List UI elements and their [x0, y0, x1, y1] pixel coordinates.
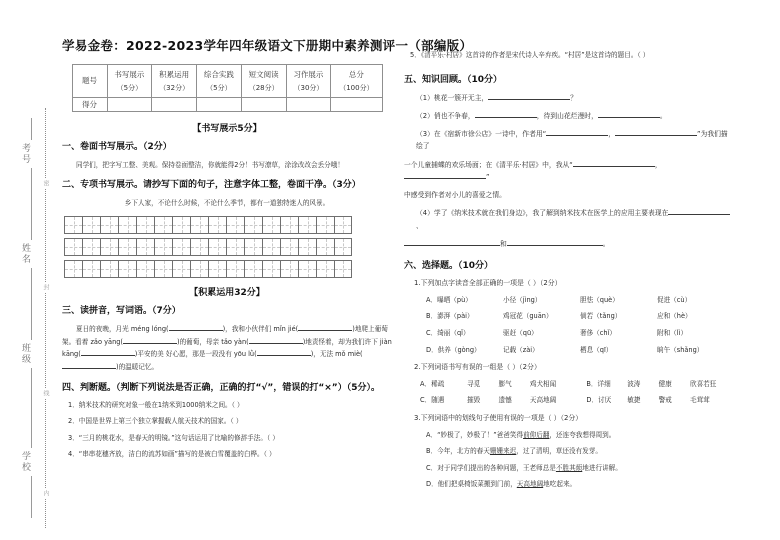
q5-text-6: （3）在《宿新市徐公店》一诗中，作者用“: [416, 130, 547, 139]
q5-answer-blank-9[interactable]: [404, 238, 500, 246]
question-4-item-1[interactable]: 1．纳米技术的研究对象一般在1纳米到1000纳米之间。（ ）: [68, 400, 244, 409]
writing-grid-cell[interactable]: [208, 238, 226, 256]
writing-grid-row: [64, 260, 392, 278]
option-item: 摧毁: [467, 396, 481, 405]
option-text-pre: C．对于同学们提出的各种问题，王老师总是: [426, 463, 556, 472]
option-text-post: 地进行讲解。: [582, 463, 622, 472]
q6-2-options-row-2[interactable]: [404, 395, 734, 406]
q5-answer-blank-2[interactable]: [475, 110, 537, 118]
score-col-jilei: [152, 65, 197, 98]
option-underlined-idiom: 天高地阔: [516, 480, 544, 489]
writing-grid-cell[interactable]: [244, 216, 262, 234]
writing-grid-cell[interactable]: [136, 260, 154, 278]
seal-dotted-line: [45, 108, 46, 528]
option-item: 膨气: [498, 379, 512, 388]
question-5-item-4: [404, 207, 734, 231]
question-5-item-3-end: 中感受到作者对小儿的喜爱之情。: [404, 191, 506, 200]
score-col-name: 短文阅读: [248, 69, 279, 79]
table-row-header: [72, 65, 382, 98]
q3-text-5: )的葡萄，母亲 tǎo yàn(: [177, 337, 249, 346]
score-col-duanwen: [241, 65, 286, 98]
writing-grid-cell[interactable]: [64, 216, 82, 234]
q3-answer-blank-7[interactable]: [62, 361, 116, 369]
writing-grid-cell[interactable]: [298, 216, 316, 234]
writing-grid-cell[interactable]: [82, 238, 100, 256]
seal-label-school: 学校: [19, 448, 32, 476]
q5-text-1: （1）桃花一簇开无主，: [416, 93, 489, 102]
q3-text-4: yāng(: [104, 337, 124, 346]
q5-text-12: （4）学了《纳米技术就在我们身边》，我了解到纳米技术在医学上的应用主要表现在: [416, 209, 669, 218]
seal-label-name: 姓名: [19, 240, 32, 268]
option-item: 天高地阔: [529, 396, 557, 405]
question-3-body: [62, 323, 392, 373]
q5-text-4: ，待到山花烂漫时，: [536, 111, 598, 120]
writing-grid-row: [64, 216, 392, 234]
score-col-points: （5分）: [116, 83, 143, 92]
option-item: 胆怯（què）: [580, 295, 619, 304]
score-row-label-score: 得分: [72, 98, 107, 112]
option-item: 记载（zài）: [503, 345, 539, 354]
writing-grid-cell[interactable]: [316, 216, 334, 234]
writing-grid-cell[interactable]: [172, 216, 190, 234]
option-text-post: ，还连夸我想得周到。: [549, 430, 616, 439]
option-text-post: 地吃起来。: [543, 480, 577, 489]
option-text-pre: B．今年，北方的春天: [426, 447, 490, 456]
question-2-sentence: 乡下人家，不论什么时候，不论什么季节，都有一道独特迷人的风景。: [124, 198, 330, 207]
seal-mini-nei: 内: [42, 490, 49, 496]
section-banner-writing: 【书写展示5分】: [192, 124, 262, 134]
option-item: 警戒: [658, 396, 672, 405]
right-column: [404, 36, 734, 496]
q3-text-7: )平安的美: [134, 350, 164, 359]
writing-grid-cell[interactable]: [280, 216, 298, 234]
writing-grid-cell[interactable]: [64, 260, 82, 278]
score-cell[interactable]: [197, 98, 242, 112]
q6-1-option-d[interactable]: [404, 345, 734, 356]
writing-grid-cell[interactable]: [190, 216, 208, 234]
writing-grid-cell[interactable]: [82, 260, 100, 278]
q3-text-2: )，我和小伙伴们 mǐn jié(: [222, 325, 299, 334]
score-col-points: （5分）: [206, 83, 232, 92]
q5-text-13: 、: [416, 221, 423, 230]
writing-grid-cell[interactable]: [298, 238, 316, 256]
writing-grid-cell[interactable]: [100, 260, 118, 278]
q6-1-option-a[interactable]: [404, 295, 734, 306]
question-5-heading: 五、知识回顾。（10分）: [404, 74, 503, 85]
score-col-name: 总分: [348, 69, 364, 79]
q3-answer-blank-3[interactable]: [123, 336, 177, 344]
writing-grid-cell[interactable]: [334, 260, 352, 278]
writing-grid-cell[interactable]: [334, 216, 352, 234]
option-item: 波涛: [627, 379, 641, 388]
question-5-item-1: [404, 92, 734, 104]
writing-grid-cell[interactable]: [298, 260, 316, 278]
question-6-sub-1[interactable]: 1.下列加点字读音全部正确的一项是（ ）（2分）: [414, 279, 562, 288]
option-item: 鸡犬相闻: [529, 379, 557, 388]
page-title: 学易金卷：2022-2023学年四年级语文下册期中素养测评一（部编版）: [62, 38, 473, 53]
option-underlined-idiom: 前仰后翻: [523, 430, 550, 439]
question-5-item-3: [404, 128, 734, 152]
q5-text-11: ”: [486, 172, 490, 181]
q5-answer-blank-6[interactable]: [573, 159, 655, 167]
score-col-name: 书写展示: [114, 69, 145, 79]
score-col-points: （100分）: [339, 83, 374, 92]
option-underlined-idiom: 不胜其烦: [555, 463, 583, 472]
question-1-body: 同学们，把字写工整、美观。保持卷面整洁，你就能得2分！书写潦草，涂涂改改会丢分哦！: [76, 161, 344, 170]
writing-grid-cell[interactable]: [172, 260, 190, 278]
q6-3-option-c[interactable]: [404, 463, 734, 474]
question-5-item-3-cont: [404, 159, 734, 183]
writing-grid-cell[interactable]: [262, 216, 280, 234]
writing-grid-cell[interactable]: [64, 238, 82, 256]
writing-grid-cell[interactable]: [190, 238, 208, 256]
writing-grid-cell[interactable]: [118, 238, 136, 256]
option-label: A．曝晒（pù）: [426, 295, 472, 304]
question-6-heading: 六、选择题。（10分）: [404, 261, 494, 272]
score-col-name: 综合实践: [203, 69, 234, 79]
q5-text-2: ？: [570, 93, 578, 102]
writing-grid-cell[interactable]: [136, 216, 154, 234]
writing-grid-cell[interactable]: [154, 260, 172, 278]
option-item: 促进（cù）: [657, 295, 692, 304]
q3-answer-blank-5[interactable]: [81, 348, 135, 356]
option-item: 倘若（tǎng）: [580, 312, 622, 321]
writing-grid-cell[interactable]: [262, 260, 280, 278]
writing-grid-cell[interactable]: [334, 238, 352, 256]
seal-label-exam-no: 考号: [19, 140, 32, 168]
writing-grid-cell[interactable]: [226, 216, 244, 234]
writing-grid-cell[interactable]: [154, 216, 172, 234]
question-3-heading: 三、读拼音，写词语。（7分）: [62, 306, 181, 317]
seal-label-class: 班级: [19, 340, 32, 368]
q6-3-option-d[interactable]: [404, 479, 734, 490]
q3-answer-blank-1[interactable]: [169, 323, 223, 331]
score-col-shuxie: [107, 65, 152, 98]
writing-grid-cell[interactable]: [118, 260, 136, 278]
option-item: 附和（lì）: [657, 328, 688, 337]
seal-mini-mi: 密: [42, 180, 49, 186]
q6-1-option-c[interactable]: [404, 328, 734, 339]
writing-grid-cell[interactable]: [82, 216, 100, 234]
writing-grid-cell[interactable]: [280, 238, 298, 256]
option-item: 寻觅: [467, 379, 481, 388]
option-item: 欣喜若狂: [689, 379, 717, 388]
option-label: D．供养（gòng）: [426, 345, 481, 354]
writing-grid-cell[interactable]: [136, 238, 154, 256]
question-6-sub-3[interactable]: 3.下列词语中的划线句子使用有误的一项是（ ）（2分）: [414, 413, 583, 422]
question-1-heading: 一、卷面书写展示。（2分）: [62, 142, 172, 152]
q3-text-6: )地责怪着，却为我们许下 jiàn kāng(: [62, 337, 392, 359]
option-label: A．稀疏: [420, 379, 445, 388]
score-cell[interactable]: [286, 98, 331, 112]
option-item: 遗憾: [498, 396, 512, 405]
q5-text-3: （2）俏也不争春，: [416, 111, 475, 120]
writing-grid-cell[interactable]: [100, 216, 118, 234]
score-cell[interactable]: [241, 98, 286, 112]
option-text-pre: A．“妙极了，妙极了！”爸爸笑得: [426, 430, 524, 439]
question-5-item-4-cont: [404, 238, 734, 250]
question-4-item-4[interactable]: 4．“串串花穗齐放，洁白的流苏如画”描写的是被白雪覆盖的白桦。（ ）: [68, 450, 276, 459]
writing-grid-cell[interactable]: [172, 238, 190, 256]
option-label: C．随遇: [420, 396, 445, 405]
question-4-item-5[interactable]: 5．《清平乐·村居》这首诗的作者是宋代诗人辛弃疾。“村居”是这首诗的题目。（ ）: [410, 51, 650, 59]
q5-answer-blank-4[interactable]: [546, 128, 608, 136]
option-item: 健康: [658, 379, 672, 388]
q6-1-option-b[interactable]: [404, 311, 734, 322]
score-cell[interactable]: [107, 98, 152, 112]
q3-answer-blank-4[interactable]: [249, 336, 303, 344]
option-item: 驱赶（qū）: [503, 328, 538, 337]
sealing-line: [0, 0, 58, 540]
option-label: B．详细: [586, 379, 611, 388]
option-item: 栖息（qī）: [580, 345, 613, 354]
q5-text-10: ，: [654, 160, 662, 169]
writing-grid[interactable]: [64, 216, 392, 278]
option-label: D．讨厌: [586, 396, 612, 405]
q3-text-3: )地爬上葡萄架。看着 zǎo: [62, 325, 388, 346]
question-6-sub-2[interactable]: 2.下列词语书写有误的一组是（ ）（2分）: [414, 363, 541, 372]
writing-grid-cell[interactable]: [190, 260, 208, 278]
q3-text-9: )，无法 mǒ miè(: [310, 350, 363, 359]
question-2-heading: 二、专项书写展示。请抄写下面的句子，注意字体工整，卷面干净。（3分）: [62, 179, 361, 190]
score-col-xizuo: [286, 65, 331, 98]
q5-text-15: 。: [602, 239, 610, 248]
q3-answer-blank-6[interactable]: [257, 348, 311, 356]
q5-answer-blank-5[interactable]: [615, 128, 697, 136]
writing-grid-cell[interactable]: [226, 260, 244, 278]
q5-answer-blank-3[interactable]: [598, 110, 660, 118]
q5-answer-blank-10[interactable]: [507, 238, 603, 246]
q3-text-8: 好心愿，那是一段没有 yōu lǜ(: [165, 350, 257, 359]
q6-3-option-a[interactable]: [404, 430, 734, 441]
score-row-label-questions: 题号: [72, 65, 107, 98]
question-4-heading: 四、判断题。（判断下列说法是否正确，正确的打“√”，错误的打“×”）（5分）。: [62, 382, 380, 393]
seal-mini-xian: 线: [42, 390, 49, 396]
q5-answer-blank-7[interactable]: [404, 171, 486, 179]
q6-2-options-row-1[interactable]: [404, 379, 734, 390]
option-item: 应和（hè）: [657, 312, 692, 321]
option-item: 小径（jìng）: [503, 295, 542, 304]
writing-grid-row: [64, 238, 392, 256]
option-item: 晌午（shǎng）: [657, 345, 704, 354]
score-col-total: [331, 65, 382, 98]
writing-grid-cell[interactable]: [244, 238, 262, 256]
writing-grid-cell[interactable]: [208, 216, 226, 234]
question-5-item-2: [404, 110, 734, 122]
score-cell[interactable]: [152, 98, 197, 112]
writing-grid-cell[interactable]: [100, 238, 118, 256]
q3-text-1: 夏日的夜晚，月光 méng lóng(: [76, 325, 169, 334]
q3-answer-blank-2[interactable]: [298, 323, 352, 331]
option-item: 敏捷: [627, 396, 641, 405]
writing-grid-cell[interactable]: [208, 260, 226, 278]
q5-text-5: 。: [659, 111, 667, 120]
score-col-name: 积累运用: [159, 69, 190, 79]
writing-grid-cell[interactable]: [244, 260, 262, 278]
option-item: 毛茸茸: [689, 396, 710, 405]
q5-text-8: ”为我们描绘了: [416, 130, 728, 151]
table-row-score: [72, 98, 382, 112]
score-table: [72, 64, 383, 112]
question-4-item-2[interactable]: 2．中国是世界上第三个独立掌握载人航天技术的国家。（ ）: [68, 417, 243, 426]
option-item: 奢侈（chǐ）: [580, 328, 617, 337]
q6-3-option-b[interactable]: [404, 446, 734, 457]
writing-grid-cell[interactable]: [262, 238, 280, 256]
score-cell[interactable]: [331, 98, 382, 112]
writing-grid-cell[interactable]: [316, 238, 334, 256]
option-label: B．澎湃（pài）: [426, 312, 474, 321]
q5-answer-blank-8[interactable]: [668, 207, 730, 215]
score-col-name: 习作展示: [293, 69, 324, 79]
writing-grid-cell[interactable]: [316, 260, 334, 278]
q5-answer-blank-1[interactable]: [488, 92, 570, 100]
score-col-zonghe: [197, 65, 242, 98]
score-col-points: （30分）: [293, 83, 324, 92]
writing-grid-cell[interactable]: [154, 238, 172, 256]
option-text-pre: D．他们把桌椅饭菜搬到门前，: [426, 480, 517, 489]
seal-mini-feng: 封: [42, 284, 49, 290]
option-label: C．绮丽（qǐ）: [426, 328, 470, 337]
score-col-points: （28分）: [248, 83, 279, 92]
q3-text-10: )的温暖记忆。: [116, 363, 159, 371]
q5-text-9: 一个儿童捕蝶的欢乐场面；在《清平乐·村居》中，我从“: [404, 160, 573, 169]
option-item: 鸡冠花（guān）: [503, 312, 553, 321]
option-text-post: ，过了清明，草还没有发芽。: [516, 447, 602, 456]
question-4-item-3[interactable]: 3．“三月的桃花水，是春天的明镜。”这句话运用了比喻的修辞手法。（ ）: [68, 433, 279, 442]
option-underlined-idiom: 姗姗来迟: [489, 447, 517, 456]
q5-text-7: ，: [608, 130, 615, 139]
writing-grid-cell[interactable]: [280, 260, 298, 278]
writing-grid-cell[interactable]: [226, 238, 244, 256]
writing-grid-cell[interactable]: [118, 216, 136, 234]
score-col-points: （32分）: [159, 83, 190, 92]
q5-text-14: 和: [500, 239, 507, 248]
section-banner-accumulate: 【积累运用32分】: [189, 288, 265, 299]
